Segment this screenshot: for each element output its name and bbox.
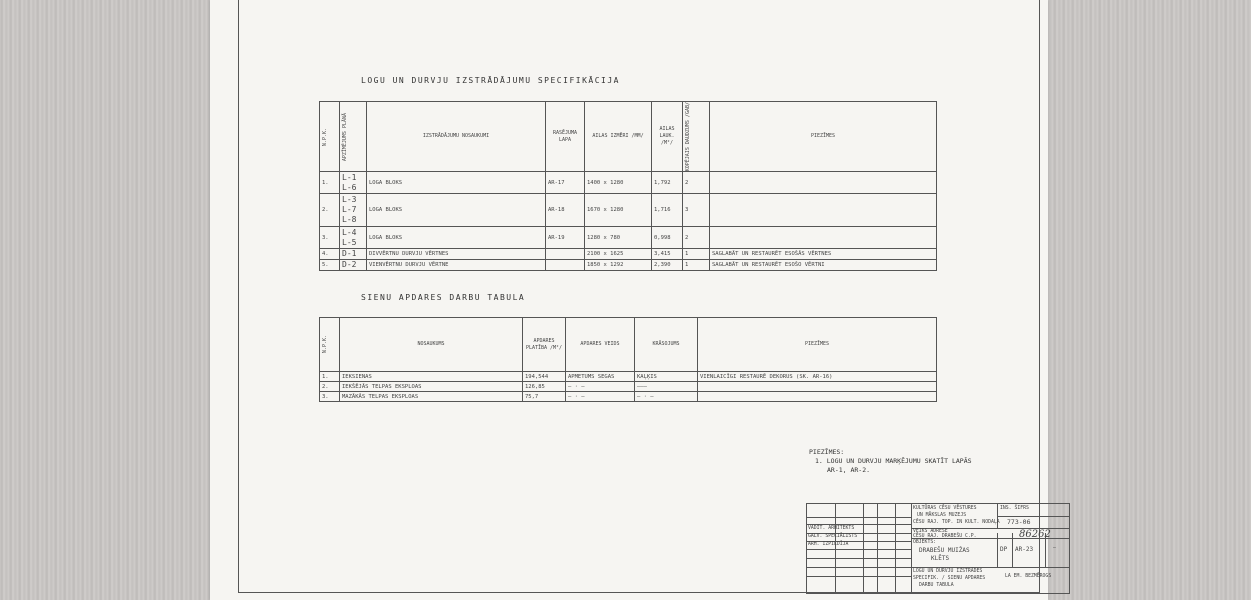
table-row: 5. D-2 VIENVĒRTNU DURVJU VĒRTNE 1850 x 1292 2,390 1 SAGLABĀT UN RESTAURĒT ESOŠO VĒRTNI (320, 260, 937, 271)
notes-heading: PIEZĪMES: (809, 448, 845, 456)
title-block (806, 503, 1070, 594)
wall-table-title: SIENU APDARES DARBU TABULA (361, 293, 526, 302)
header-notes: PIEZĪMES (698, 318, 937, 372)
table-row: 2. IEKŠĒJĀS TELPAS EKSPLOAS 126,85 — · — ——— (320, 382, 937, 392)
mark-cell: D-2 (340, 260, 367, 271)
address-label: VEIKS ADRESE (913, 529, 948, 534)
mark-cell: D-1 (340, 249, 367, 260)
header-nr: N.P.K. (320, 102, 340, 172)
header-qty: KOPĒJAIS DAUDZUMS /GAB/ (683, 102, 710, 172)
header-type: APDARES VEIDS (566, 318, 635, 372)
header-mark: APZĪMĒJUMS PLĀNĀ (340, 102, 367, 172)
address-value: CĒSU RAJ. DRABEŠU C.P. (913, 534, 977, 539)
object-line: DRABEŠU MUIŽAS (919, 547, 970, 554)
notes-line: AR-1, AR-2. (827, 466, 871, 474)
client-line: KULTŪRAS CĒSU VĒSTURES (913, 506, 977, 511)
client-line: CĒSU RAJ. TOP. IN KULT. NODAĻA (913, 520, 1000, 525)
mark-cell: L-4 L-5 (340, 227, 367, 249)
header-name: NOSAUKUMS (340, 318, 523, 372)
drawing-title-line: SPECIFIK. / SIENU APDARES (913, 576, 986, 581)
table-row: 3. L-4 L-5 LOGA BLOKS AR-19 1280 x 780 0,998 2 (320, 227, 937, 249)
sheet-count: — (1053, 546, 1056, 551)
signature-label: GALV. SPECIĀLISTS (808, 534, 858, 539)
code-value: 773-06 (1007, 518, 1031, 526)
wall-finishes-table (319, 317, 937, 402)
drawing-frame (238, 0, 1056, 593)
drawing-sheet (210, 0, 1056, 600)
table-row: 4. D-1 DIVVĒRTNU DURVJU VĒRTNES 2100 x 1625 3,415 1 SAGLABĀT UN RESTAURĒT ESOŠĀS VĒRTNES (320, 249, 937, 260)
code-label: INS. ŠIFRS (1000, 506, 1029, 511)
header-area: AILAS LAUK. /M²/ (652, 102, 683, 172)
drawing-number: 86262 (1019, 529, 1051, 540)
sheet-number: AR-23 (1015, 546, 1034, 553)
header-notes: PIEZĪMES (710, 102, 937, 172)
table-row: 1. IEKSIENAS 194,544 APMETUMS SEGAS KAĻĶIS VIENLAICĪGI RESTAURĒ DEKORUS (SK. AR-16) (320, 372, 937, 382)
table-row: 1. L-1 L-6 LOGA BLOKS AR-17 1400 x 1280 1,792 2 (320, 172, 937, 194)
header-nr: N.P.K. (320, 318, 340, 372)
drawing-title-line: DARBU TABULA (919, 583, 954, 588)
header-area: APDARES PLATĪBA /M²/ (523, 318, 566, 372)
windows-doors-table (319, 101, 937, 271)
notes-line: 1. LOGU UN DURVJU MARĶĒJUMU SKATĪT LAPĀS (815, 457, 972, 465)
header-name: IZSTRĀDĀJUMU NOSAUKUMI (367, 102, 546, 172)
drawing-title-line: LOGU UN DURVJU IZSTRĀDES (913, 569, 983, 574)
header-sheet: RASĒJUMA LAPA (546, 102, 585, 172)
notes-block (809, 448, 972, 475)
scale: LA EM. BEZMĒROGS (1005, 574, 1052, 579)
signature-label: ARH. IZPILDĪJA (808, 542, 849, 547)
client-line: UN MĀKSLAS MUZEJS (917, 513, 967, 518)
signature-label: VADĪT. ARHITEKTS (808, 526, 855, 531)
object-label: OBJEKTS: (913, 540, 937, 545)
table-row: 2. L-3 L-7 L-8 LOGA BLOKS AR-18 1670 x 1280 1,716 3 (320, 194, 937, 227)
header-color: KRĀSOJUMS (635, 318, 698, 372)
spec-table-title: LOGU UN DURVJU IZSTRĀDĀJUMU SPECIFIKĀCIJA (361, 76, 620, 85)
stage: DP (1000, 546, 1008, 553)
mark-cell: L-3 L-7 L-8 (340, 194, 367, 227)
table-row: 3. MAZĀKĀS TELPAS EKSPLOAS 75,7 — · — — · — (320, 392, 937, 402)
object-line: KLĒTS (931, 555, 950, 562)
header-size: AILAS IZMĒRI /MM/ (585, 102, 652, 172)
mark-cell: L-1 L-6 (340, 172, 367, 194)
